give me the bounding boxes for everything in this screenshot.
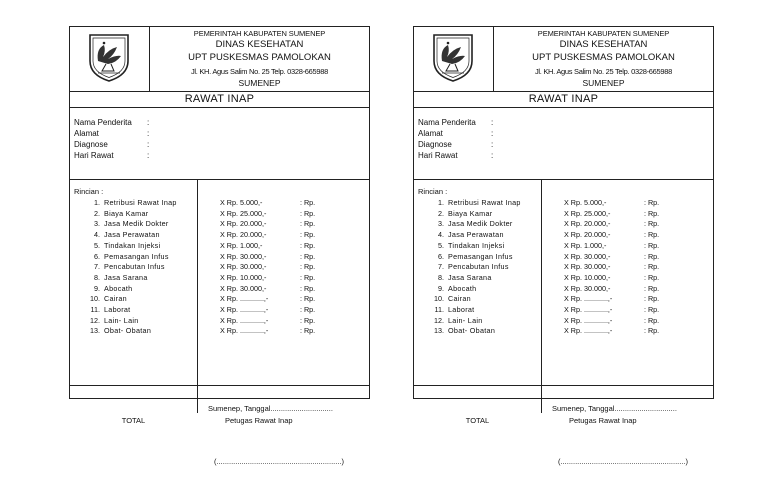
item-number: 1.	[94, 198, 100, 207]
item-price: X Rp. 10.000,-	[220, 272, 267, 282]
field-alamat[interactable]: Alamat :	[74, 129, 150, 138]
divider	[70, 179, 369, 180]
department-name: DINAS KESEHATAN	[559, 39, 648, 50]
place-date: Sumenep, Tanggal..............................	[208, 404, 333, 413]
cost-item-row	[70, 241, 369, 251]
item-price: X Rp. 25.000,-	[564, 208, 611, 218]
letterhead	[414, 27, 713, 91]
cost-item-row	[70, 252, 369, 262]
item-number: 12.	[434, 315, 444, 325]
field-label: Alamat	[418, 129, 443, 138]
signature-name-line[interactable]: (............................................................)	[558, 457, 689, 466]
item-amount[interactable]: : Rp.	[300, 294, 316, 304]
cost-item-row	[414, 262, 713, 272]
item-name: Pencabutan Infus	[104, 262, 165, 272]
cost-item-row	[70, 219, 369, 229]
cost-item-row	[70, 305, 369, 315]
item-name: Biaya Kamar	[104, 208, 149, 218]
item-name: Jasa Sarana	[104, 272, 148, 282]
field-alamat[interactable]: Alamat :	[418, 129, 494, 138]
item-amount[interactable]: : Rp.	[644, 262, 660, 272]
cost-item-row	[414, 252, 713, 262]
item-name: Obat- Obatan	[104, 326, 152, 336]
item-number: 4.	[438, 230, 444, 240]
field-label: Diagnose	[418, 140, 452, 149]
item-number: 8.	[94, 272, 100, 282]
item-name: Obat- Obatan	[448, 326, 496, 336]
item-price: X Rp. 10.000,-	[564, 272, 611, 282]
government-name: PEMERINTAH KABUPATEN SUMENEP	[537, 29, 670, 38]
divider	[414, 107, 713, 108]
cost-item-row	[414, 273, 713, 283]
total-divider	[70, 385, 369, 386]
field-nama-penderita[interactable]: Nama Penderita :	[74, 118, 150, 127]
clinic-name: UPT PUSKESMAS PAMOLOKAN	[188, 52, 331, 63]
item-number: 13.	[90, 326, 100, 336]
signature-name-line[interactable]: (............................................................)	[214, 457, 345, 466]
item-name: Biaya Kamar	[448, 208, 493, 218]
clinic-address: Jl. KH. Agus Salim No. 25 Telp. 0328-665988	[190, 67, 329, 76]
item-name: Retribusi Rawat Inap	[104, 198, 177, 207]
field-label: Nama Penderita	[74, 118, 132, 127]
item-number: 3.	[438, 219, 444, 229]
cost-item-row	[70, 284, 369, 294]
item-name: Pemasangan Infus	[448, 251, 513, 261]
item-number: 7.	[94, 262, 100, 272]
item-number: 10.	[434, 294, 444, 304]
total-label: TOTAL	[465, 416, 490, 425]
item-price: X Rp. 20.000,-	[564, 230, 611, 240]
item-price: X Rp. 20.000,-	[220, 230, 267, 240]
item-price: X Rp. ............,-	[220, 294, 269, 304]
item-number: 11.	[90, 305, 100, 314]
item-number: 12.	[90, 315, 100, 325]
item-number: 5.	[438, 240, 444, 250]
item-amount[interactable]: : Rp.	[300, 219, 316, 229]
field-hari-rawat[interactable]: Hari Rawat :	[418, 151, 494, 160]
officer-title: Petugas Rawat Inap	[569, 416, 637, 425]
item-name: Pemasangan Infus	[104, 251, 169, 261]
item-number: 2.	[94, 208, 100, 218]
item-price: X Rp. 30.000,-	[564, 262, 611, 272]
regency-emblem-logo	[84, 31, 134, 83]
item-number: 8.	[438, 272, 444, 282]
item-name: Retribusi Rawat Inap	[448, 198, 521, 207]
clinic-city: SUMENEP	[582, 78, 625, 88]
divider	[70, 107, 369, 108]
cost-item-row	[70, 326, 369, 336]
item-amount[interactable]: : Rp.	[644, 251, 660, 261]
item-price: X Rp. 1.000,-	[564, 240, 607, 250]
item-price: X Rp. ............,-	[564, 294, 613, 304]
item-name: Tindakan Injeksi	[448, 240, 505, 250]
logo-box	[414, 27, 494, 91]
divider	[70, 91, 369, 92]
field-label: Diagnose	[74, 140, 108, 149]
item-price: X Rp. 5.000,-	[220, 198, 263, 207]
item-amount[interactable]: : Rp.	[644, 230, 660, 240]
item-name: Abocath	[104, 283, 133, 293]
cost-item-row	[414, 219, 713, 229]
item-number: 13.	[434, 326, 444, 336]
letterhead-text	[150, 27, 369, 91]
divider	[414, 91, 713, 92]
field-diagnose[interactable]: Diagnose :	[418, 140, 494, 149]
total-divider	[414, 385, 713, 386]
item-amount[interactable]: : Rp.	[300, 240, 316, 250]
item-price: X Rp. ............,-	[564, 315, 613, 325]
item-price: X Rp. 20.000,-	[220, 219, 267, 229]
item-number: 6.	[438, 251, 444, 261]
cost-item-row	[414, 198, 713, 208]
form-title: RAWAT INAP	[184, 93, 255, 105]
item-amount[interactable]: : Rp.	[644, 326, 660, 336]
form-left	[69, 0, 371, 501]
field-nama-penderita[interactable]: Nama Penderita :	[418, 118, 494, 127]
item-amount[interactable]: : Rp.	[300, 208, 316, 218]
form-title: RAWAT INAP	[528, 93, 599, 105]
item-name: Tindakan Injeksi	[104, 240, 161, 250]
total-label: TOTAL	[121, 416, 146, 425]
item-amount[interactable]: : Rp.	[300, 198, 316, 207]
item-price: X Rp. ............,-	[220, 305, 269, 314]
item-name: Pencabutan Infus	[448, 262, 509, 272]
item-amount[interactable]: : Rp.	[644, 283, 660, 293]
item-amount[interactable]: : Rp.	[300, 315, 316, 325]
item-amount[interactable]: : Rp.	[644, 240, 660, 250]
item-number: 6.	[94, 251, 100, 261]
cost-item-row	[70, 209, 369, 219]
item-price: X Rp. ............,-	[564, 305, 613, 314]
department-name: DINAS KESEHATAN	[215, 39, 304, 50]
item-number: 7.	[438, 262, 444, 272]
item-price: X Rp. ............,-	[220, 315, 269, 325]
item-name: Lain- Lain	[448, 315, 483, 325]
item-number: 2.	[438, 208, 444, 218]
item-price: X Rp. 20.000,-	[564, 219, 611, 229]
cost-item-row	[414, 209, 713, 219]
cost-item-row	[414, 284, 713, 294]
item-price: X Rp. 1.000,-	[220, 240, 263, 250]
item-name: Jasa Sarana	[448, 272, 492, 282]
item-number: 10.	[90, 294, 100, 304]
letterhead-text	[494, 27, 713, 91]
item-price: X Rp. 30.000,-	[564, 251, 611, 261]
field-label: Hari Rawat	[418, 151, 458, 160]
field-label: Nama Penderita	[418, 118, 476, 127]
item-price: X Rp. 5.000,-	[564, 198, 607, 207]
item-amount[interactable]: : Rp.	[644, 294, 660, 304]
item-name: Jasa Medik Dokter	[448, 219, 513, 229]
item-amount[interactable]: : Rp.	[300, 251, 316, 261]
item-amount[interactable]: : Rp.	[300, 230, 316, 240]
item-name: Jasa Medik Dokter	[104, 219, 169, 229]
item-name: Cairan	[448, 294, 471, 304]
item-number: 3.	[94, 219, 100, 229]
item-name: Laborat	[448, 305, 475, 314]
clinic-name: UPT PUSKESMAS PAMOLOKAN	[532, 52, 675, 63]
item-amount[interactable]: : Rp.	[644, 198, 660, 207]
item-name: Lain- Lain	[104, 315, 139, 325]
officer-title: Petugas Rawat Inap	[225, 416, 293, 425]
item-price: X Rp. 30.000,-	[220, 262, 267, 272]
item-amount[interactable]: : Rp.	[644, 208, 660, 218]
field-label: Alamat	[74, 129, 99, 138]
item-number: 9.	[94, 283, 100, 293]
cost-item-row	[70, 273, 369, 283]
item-number: 4.	[94, 230, 100, 240]
field-label: Hari Rawat	[74, 151, 114, 160]
item-amount[interactable]: : Rp.	[300, 326, 316, 336]
cost-item-row	[414, 241, 713, 251]
item-amount[interactable]: : Rp.	[300, 262, 316, 272]
form-right	[413, 0, 715, 501]
item-price: X Rp. 25.000,-	[220, 208, 267, 218]
cost-item-row	[414, 305, 713, 315]
cost-item-row	[70, 198, 369, 208]
item-price: X Rp. ............,-	[564, 326, 613, 336]
clinic-city: SUMENEP	[238, 78, 281, 88]
item-number: 9.	[438, 283, 444, 293]
letterhead	[70, 27, 369, 91]
item-name: Abocath	[448, 283, 477, 293]
place-date: Sumenep, Tanggal..............................	[552, 404, 677, 413]
item-price: X Rp. ............,-	[220, 326, 269, 336]
rincian-label: Rincian :	[418, 187, 448, 196]
item-amount[interactable]: : Rp.	[644, 272, 660, 282]
item-amount[interactable]: : Rp.	[644, 305, 660, 314]
item-amount[interactable]: : Rp.	[300, 283, 316, 293]
cost-item-row	[70, 316, 369, 326]
divider	[414, 179, 713, 180]
item-price: X Rp. 30.000,-	[564, 283, 611, 293]
clinic-address: Jl. KH. Agus Salim No. 25 Telp. 0328-665988	[534, 67, 673, 76]
government-name: PEMERINTAH KABUPATEN SUMENEP	[193, 29, 326, 38]
item-amount[interactable]: : Rp.	[644, 315, 660, 325]
item-number: 11.	[434, 305, 444, 314]
item-price: X Rp. 30.000,-	[220, 283, 267, 293]
cost-item-row	[414, 230, 713, 240]
item-price: X Rp. 30.000,-	[220, 251, 267, 261]
item-amount[interactable]: : Rp.	[300, 305, 316, 314]
cost-item-row	[414, 294, 713, 304]
item-number: 5.	[94, 240, 100, 250]
field-hari-rawat[interactable]: Hari Rawat :	[74, 151, 150, 160]
rincian-label: Rincian :	[74, 187, 104, 196]
item-name: Jasa Perawatan	[104, 230, 160, 240]
cost-item-row	[414, 326, 713, 336]
cost-item-row	[414, 316, 713, 326]
cost-item-row	[70, 294, 369, 304]
regency-emblem-logo	[428, 31, 478, 83]
item-name: Jasa Perawatan	[448, 230, 504, 240]
cost-item-row	[70, 230, 369, 240]
item-name: Laborat	[104, 305, 131, 314]
logo-box	[70, 27, 150, 91]
item-amount[interactable]: : Rp.	[644, 219, 660, 229]
item-amount[interactable]: : Rp.	[300, 272, 316, 282]
field-diagnose[interactable]: Diagnose :	[74, 140, 150, 149]
item-name: Cairan	[104, 294, 127, 304]
item-number: 1.	[438, 198, 444, 207]
cost-item-row	[70, 262, 369, 272]
